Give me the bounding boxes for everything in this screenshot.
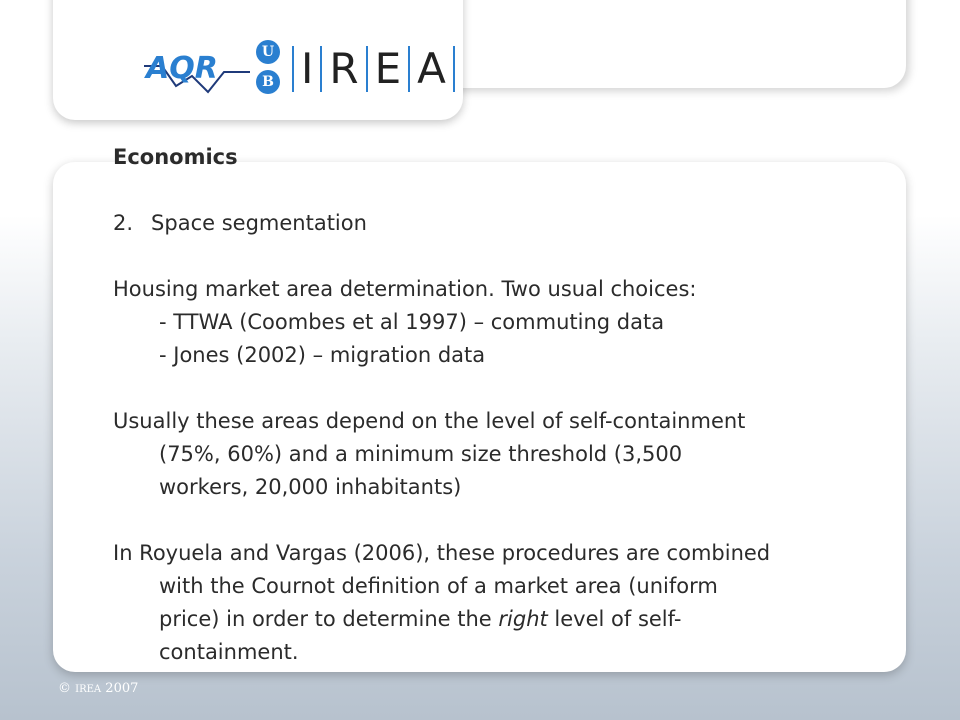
footer-copyright	[58, 681, 138, 696]
aqr-logo-text: AQR	[146, 51, 218, 86]
irea-letter-r: R	[329, 44, 359, 93]
choice-jones: - Jones (2002) – migration data	[159, 343, 486, 367]
irea-letter-a: A	[417, 44, 446, 93]
para3-line3-post: level of self-	[547, 607, 682, 631]
section-number: 2.	[113, 211, 134, 235]
irea-divider	[453, 46, 455, 92]
section-title	[113, 207, 873, 240]
slide-body	[113, 141, 873, 669]
copyright-symbol: ©	[58, 681, 71, 696]
irea-letter-e: E	[374, 44, 402, 93]
footer-org: IREA	[75, 684, 102, 695]
irea-letter-i: I	[301, 44, 314, 93]
emphasis-right: right	[498, 607, 548, 631]
footer-year: 2007	[105, 681, 139, 696]
ub-logo-b: B	[256, 70, 280, 94]
para3-line3-pre: price) in order to determine the	[159, 607, 499, 631]
para3-line2: with the Cournot definition of a market area (uniform	[159, 574, 718, 598]
section-title-text: Space segmentation	[151, 211, 367, 235]
ub-logo	[256, 40, 282, 96]
slide-heading: Economics	[113, 145, 238, 169]
irea-logo	[292, 44, 455, 94]
housing-intro: Housing market area determination. Two usual choices:	[113, 277, 697, 301]
aqr-logo	[142, 46, 252, 98]
logo-area	[142, 38, 446, 98]
para3-line4: containment.	[159, 640, 299, 664]
ub-logo-u: U	[256, 40, 280, 64]
para3-line3	[113, 603, 873, 636]
para2-line1: Usually these areas depend on the level of self-containment	[113, 409, 746, 433]
para2-line2: (75%, 60%) and a minimum size threshold (3,500	[159, 442, 683, 466]
para3-line1: In Royuela and Vargas (2006), these procedures are combined	[113, 541, 771, 565]
header-right-panel	[418, 0, 906, 88]
choice-ttwa: - TTWA (Coombes et al 1997) – commuting data	[159, 310, 665, 334]
para2-line3: workers, 20,000 inhabitants)	[159, 475, 462, 499]
